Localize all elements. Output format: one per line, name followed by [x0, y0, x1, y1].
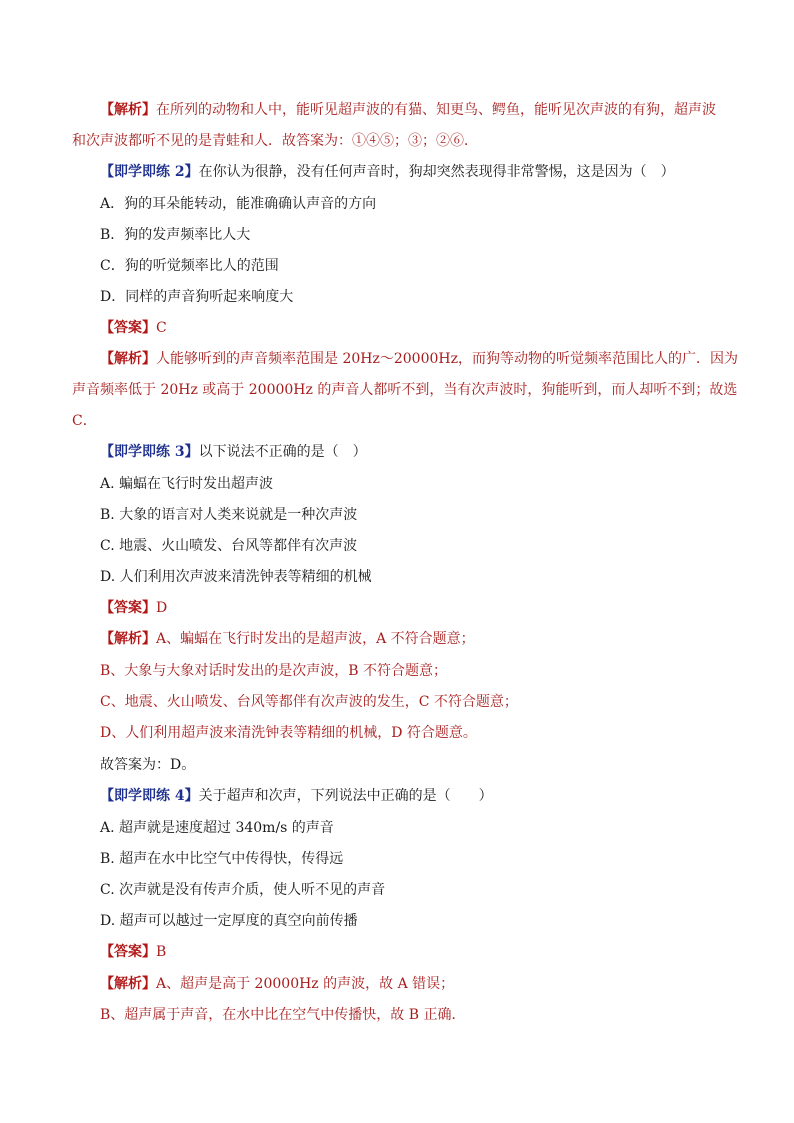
- option-d: D. 人们利用次声波来清洗钟表等精细的机械: [100, 569, 372, 585]
- answer-tag: 【答案】: [100, 320, 156, 336]
- question-4-stem: [100, 786, 493, 806]
- option-d: D．同样的声音狗听起来响度大: [100, 289, 294, 305]
- question-tag: 【即学即练 4】: [100, 788, 199, 804]
- question-text: 以下说法不正确的是（ ）: [198, 444, 367, 460]
- analysis-text: A、超声是高于 20000Hz 的声波，故 A 错误；: [156, 976, 455, 992]
- analysis-line: [100, 100, 716, 120]
- analysis-line: C、地震、火山喷发、台风等都伴有次声波的发生，C 不符合题意；: [100, 694, 518, 710]
- analysis-line: B、超声属于声音，在水中比在空气中传播快，故 B 正确．: [100, 1007, 466, 1023]
- question-tag: 【即学即练 3】: [100, 444, 199, 460]
- answer-tag: 【答案】: [100, 600, 156, 616]
- option-b: B．狗的发声频率比人大: [100, 227, 251, 243]
- option-a: A．狗的耳朵能转动，能准确确认声音的方向: [100, 196, 377, 212]
- analysis-line: [100, 629, 475, 649]
- analysis-text: A、蝙蝠在飞行时发出的是超声波，A 不符合题意；: [156, 631, 475, 647]
- answer-tag: 【答案】: [100, 944, 156, 960]
- option-d: D. 超声可以越过一定厚度的真空向前传播: [100, 913, 358, 929]
- answer-line: [100, 942, 166, 962]
- analysis-line: [100, 349, 738, 369]
- question-text: 关于超声和次声，下列说法中正确的是（ ）: [198, 788, 493, 804]
- option-c: C．狗的听觉频率比人的范围: [100, 258, 279, 274]
- question-2-stem: [100, 162, 675, 182]
- question-text: 在你认为很静，没有任何声音时，狗却突然表现得非常警惕，这是因为（ ）: [198, 164, 675, 180]
- question-tag: 【即学即练 2】: [100, 164, 199, 180]
- option-a: A. 蝙蝠在飞行时发出超声波: [100, 476, 274, 492]
- analysis-line: [72, 131, 478, 151]
- analysis-line: [100, 974, 454, 994]
- option-a: A. 超声就是速度超过 340m/s 的声音: [100, 820, 334, 836]
- analysis-tag: 【解析】: [100, 102, 156, 118]
- analysis-line: C．: [72, 413, 97, 429]
- analysis-tag: 【解析】: [100, 351, 156, 367]
- option-b: B. 大象的语言对人类来说就是一种次声波: [100, 507, 358, 523]
- analysis-line: 声音频率低于 20Hz 或高于 20000Hz 的声音人都听不到，当有次声波时，狗能听到，而人却听不到；故选: [72, 382, 738, 398]
- answer-value: D: [156, 600, 168, 616]
- answer-line: [100, 318, 167, 338]
- analysis-text: 和次声波都听不见的是青蛙和人．故答案为：①④⑤；③；②⑥．: [72, 133, 478, 149]
- option-c: C. 次声就是没有传声介质，使人听不见的声音: [100, 882, 386, 898]
- analysis-tag: 【解析】: [100, 631, 156, 647]
- analysis-text: 人能够听到的声音频率范围是 20Hz～20000Hz，而狗等动物的听觉频率范围比人的广．因为: [156, 351, 738, 367]
- analysis-tag: 【解析】: [100, 976, 156, 992]
- option-c: C. 地震、火山喷发、台风等都伴有次声波: [100, 538, 358, 554]
- analysis-line: D、人们利用超声波来清洗钟表等精细的机械，D 符合题意。: [100, 725, 477, 741]
- conclusion-line: 故答案为：D。: [100, 757, 196, 773]
- analysis-line: B、大象与大象对话时发出的是次声波，B 不符合题意；: [100, 663, 448, 679]
- question-3-stem: [100, 442, 367, 462]
- analysis-text: 在所列的动物和人中，能听见超声波的有猫、知更鸟、鳄鱼，能听见次声波的有狗，超声波: [156, 102, 716, 118]
- option-b: B. 超声在水中比空气中传得快，传得远: [100, 851, 344, 867]
- answer-value: B: [156, 944, 167, 960]
- answer-line: [100, 598, 167, 618]
- answer-value: C: [156, 320, 167, 336]
